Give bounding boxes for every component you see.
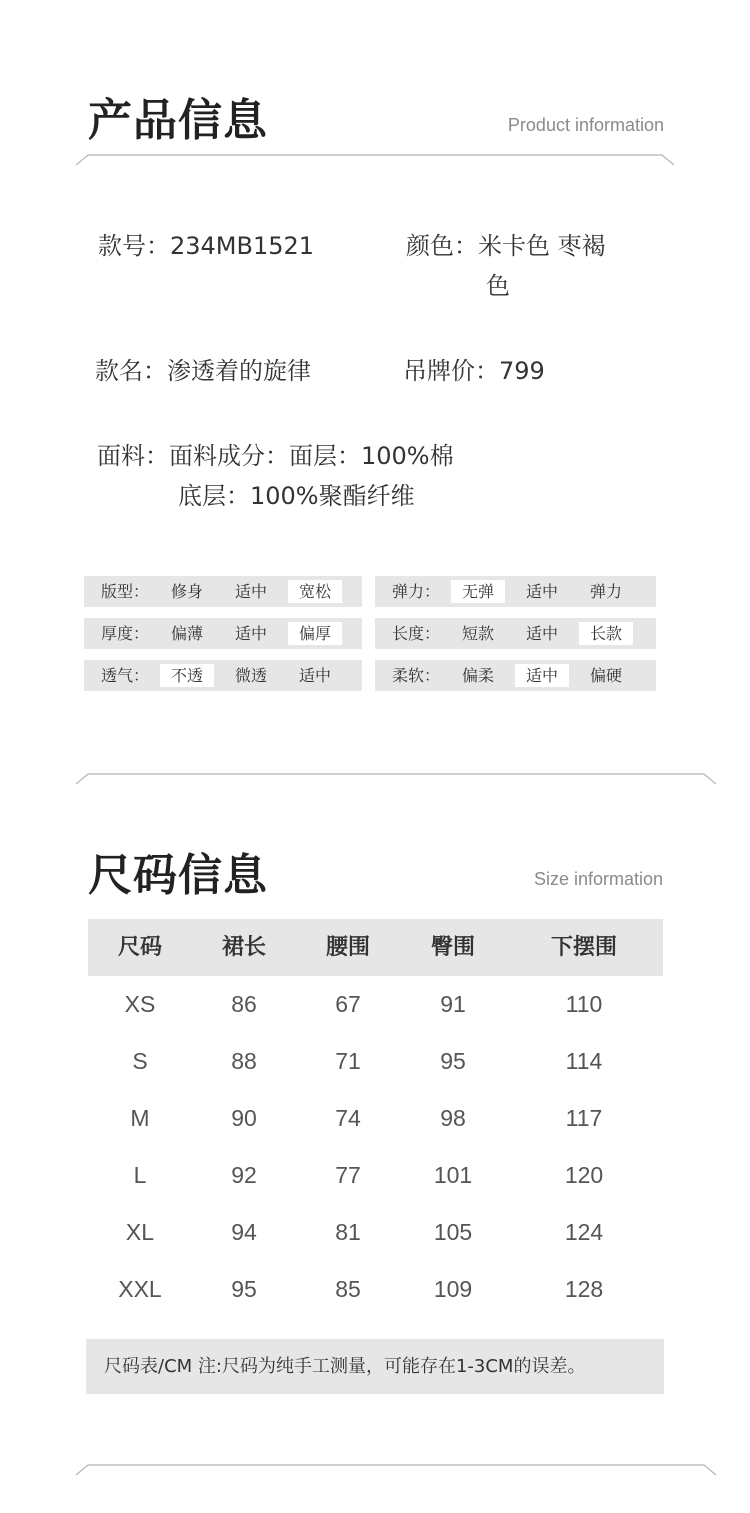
measurement-cell: 95 bbox=[231, 1276, 257, 1302]
hip-col-header: 臀围 bbox=[430, 935, 475, 960]
attr-option: 适中 bbox=[234, 582, 267, 601]
measurement-cell: 120 bbox=[564, 1162, 604, 1188]
measurement-cell: 128 bbox=[564, 1276, 604, 1302]
attr-option-selected: 适中 bbox=[515, 664, 569, 687]
attr-softness bbox=[375, 660, 656, 691]
fabric-label: 面料： bbox=[97, 442, 169, 470]
measurement-cell: 85 bbox=[335, 1276, 361, 1302]
section-divider bbox=[76, 771, 716, 785]
size-table-header bbox=[88, 919, 663, 976]
attr-option: 偏薄 bbox=[170, 624, 203, 643]
attr-option-selected: 偏厚 bbox=[288, 622, 342, 645]
attr-option: 修身 bbox=[170, 582, 203, 601]
style-number-value: 234MB1521 bbox=[170, 232, 315, 260]
fabric-line1: 面料成分：面层：100%棉 bbox=[169, 442, 454, 470]
attr-label: 长度： bbox=[391, 624, 440, 643]
attr-label: 透气： bbox=[100, 666, 149, 685]
attr-fit bbox=[84, 576, 362, 607]
measurement-cell: 90 bbox=[231, 1105, 257, 1131]
hem-col-header: 下摆围 bbox=[550, 935, 617, 960]
attr-label: 版型： bbox=[100, 582, 149, 601]
measurement-cell: 124 bbox=[564, 1219, 604, 1245]
color-value-line2: 色 bbox=[486, 272, 510, 300]
measurement-cell: 101 bbox=[433, 1162, 473, 1188]
measurement-cell: 91 bbox=[440, 991, 466, 1017]
attr-option: 偏柔 bbox=[461, 666, 494, 685]
attr-option: 适中 bbox=[525, 582, 558, 601]
measurement-cell: 92 bbox=[231, 1162, 257, 1188]
measurement-cell: 77 bbox=[335, 1162, 361, 1188]
attr-option: 微透 bbox=[234, 666, 267, 685]
attr-length bbox=[375, 618, 656, 649]
size-cell: XXL bbox=[118, 1276, 162, 1302]
style-number-label: 款号： bbox=[98, 232, 170, 260]
price-value: 799 bbox=[499, 357, 545, 385]
attr-option: 适中 bbox=[298, 666, 331, 685]
attr-label: 柔软： bbox=[391, 666, 440, 685]
measurement-cell: 109 bbox=[433, 1276, 473, 1302]
measurement-cell: 98 bbox=[440, 1105, 466, 1131]
style-number-row bbox=[98, 226, 314, 266]
size-cell: XS bbox=[124, 991, 156, 1017]
product-info-subtitle: Product information bbox=[507, 115, 664, 135]
attr-option-selected: 无弹 bbox=[451, 580, 505, 603]
color-row bbox=[406, 226, 606, 266]
size-info-subtitle: Size information bbox=[533, 869, 663, 889]
attr-breathability bbox=[84, 660, 362, 691]
measurement-cell: 71 bbox=[335, 1048, 361, 1074]
measurement-cell: 95 bbox=[440, 1048, 466, 1074]
measurement-cell: 117 bbox=[565, 1105, 603, 1131]
measurement-cell: 81 bbox=[335, 1219, 361, 1245]
size-cell: L bbox=[133, 1162, 147, 1188]
attr-option: 短款 bbox=[461, 624, 494, 643]
attr-option: 偏硬 bbox=[589, 666, 622, 685]
size-note bbox=[86, 1339, 664, 1394]
size-cell: M bbox=[130, 1105, 150, 1131]
waist-col-header: 腰围 bbox=[325, 935, 370, 960]
measurement-cell: 94 bbox=[231, 1219, 257, 1245]
attr-label: 弹力： bbox=[391, 582, 440, 601]
price-label: 吊牌价： bbox=[403, 357, 499, 385]
attr-option: 适中 bbox=[234, 624, 267, 643]
size-cell: XL bbox=[125, 1219, 155, 1245]
section-divider bbox=[76, 1462, 716, 1476]
measurement-cell: 88 bbox=[231, 1048, 257, 1074]
attr-thickness bbox=[84, 618, 362, 649]
measurement-cell: 67 bbox=[335, 991, 361, 1017]
price-row bbox=[403, 351, 545, 391]
style-name-label: 款名： bbox=[95, 357, 167, 385]
measurement-cell: 86 bbox=[231, 991, 257, 1017]
attr-option-selected: 不透 bbox=[160, 664, 214, 687]
attr-label: 厚度： bbox=[100, 624, 149, 643]
attr-option: 弹力 bbox=[589, 582, 622, 601]
measurement-cell: 114 bbox=[565, 1048, 603, 1074]
size-note-text: 尺码表/CM 注:尺码为纯手工测量，可能存在1-3CM的误差。 bbox=[104, 1356, 586, 1377]
attr-option-selected: 长款 bbox=[579, 622, 633, 645]
size-col-header: 尺码 bbox=[117, 935, 162, 960]
attr-elasticity bbox=[375, 576, 656, 607]
size-cell: S bbox=[132, 1048, 148, 1074]
measurement-cell: 105 bbox=[433, 1219, 473, 1245]
product-info-title: 产品信息 bbox=[88, 95, 268, 146]
size-info-title: 尺码信息 bbox=[88, 850, 268, 901]
style-name-value: 渗透着的旋律 bbox=[167, 357, 311, 385]
section-divider bbox=[76, 152, 716, 166]
fabric-row bbox=[97, 436, 454, 476]
color-label: 颜色： bbox=[406, 232, 478, 260]
fabric-line2: 底层：100%聚酯纤维 bbox=[178, 482, 415, 510]
color-value-line1: 米卡色 枣褐 bbox=[478, 232, 606, 260]
attr-option-selected: 宽松 bbox=[288, 580, 342, 603]
measurement-cell: 74 bbox=[335, 1105, 361, 1131]
style-name-row bbox=[95, 351, 311, 391]
attr-option: 适中 bbox=[525, 624, 558, 643]
length-col-header: 裙长 bbox=[221, 935, 266, 960]
measurement-cell: 110 bbox=[565, 991, 603, 1017]
